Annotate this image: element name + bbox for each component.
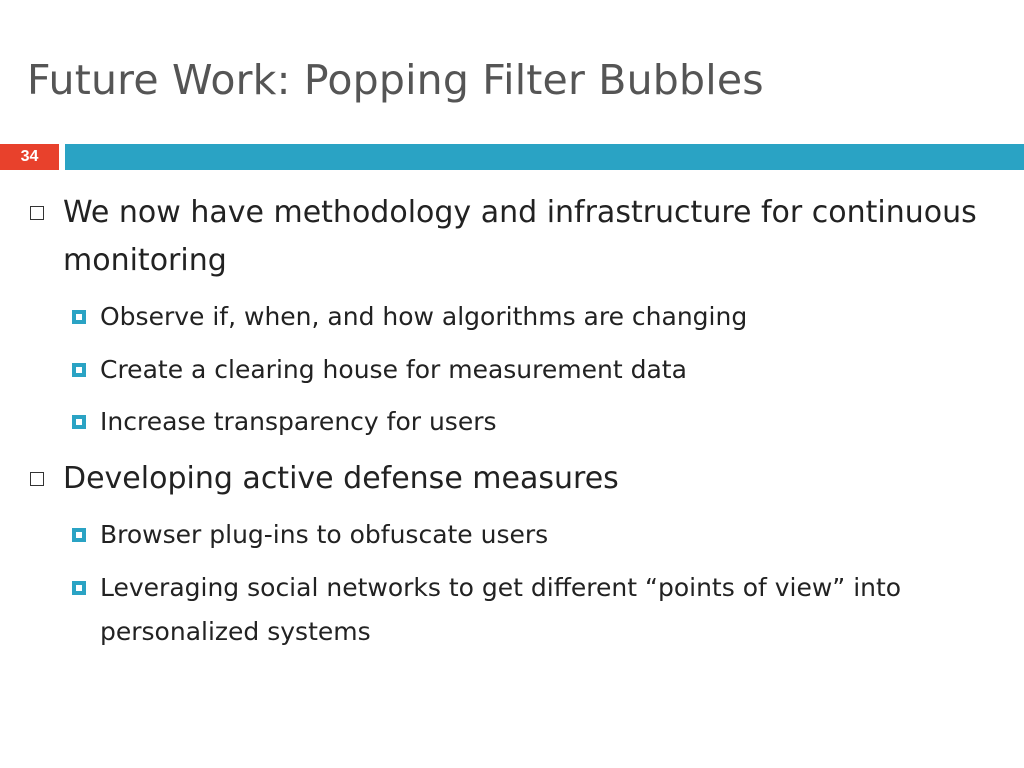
title-accent-bar: [65, 144, 1024, 170]
slide-number-badge: 34: [0, 144, 59, 170]
sub-bullet-text: Browser plug-ins to obfuscate users: [100, 520, 549, 549]
bullet-methodology: [26, 189, 986, 285]
hollow-square-bullet-icon: [30, 206, 44, 220]
sub-bullet-plugins: [72, 513, 992, 557]
sub-bullet-clearing-house: [72, 348, 992, 392]
sub-bullet-text: Observe if, when, and how algorithms are changing: [100, 302, 748, 331]
square-bullet-icon: [72, 415, 86, 429]
bullet-defense: [26, 455, 986, 503]
square-bullet-icon: [72, 310, 86, 324]
slide-title: Future Work: Popping Filter Bubbles: [27, 56, 764, 104]
sub-bullet-social-networks: [72, 566, 992, 654]
square-bullet-icon: [72, 581, 86, 595]
sub-bullet-observe: [72, 295, 992, 339]
sub-bullet-text: Increase transparency for users: [100, 407, 497, 436]
bullet-text: Developing active defense measures: [63, 461, 619, 496]
sub-bullet-text: Create a clearing house for measurement data: [100, 355, 687, 384]
sub-bullet-transparency: [72, 400, 992, 444]
square-bullet-icon: [72, 363, 86, 377]
sub-bullet-text: Leveraging social networks to get different “points of view” into personalized systems: [100, 573, 902, 646]
hollow-square-bullet-icon: [30, 472, 44, 486]
bullet-text: We now have methodology and infrastructure for continuous monitoring: [63, 195, 977, 278]
square-bullet-icon: [72, 528, 86, 542]
